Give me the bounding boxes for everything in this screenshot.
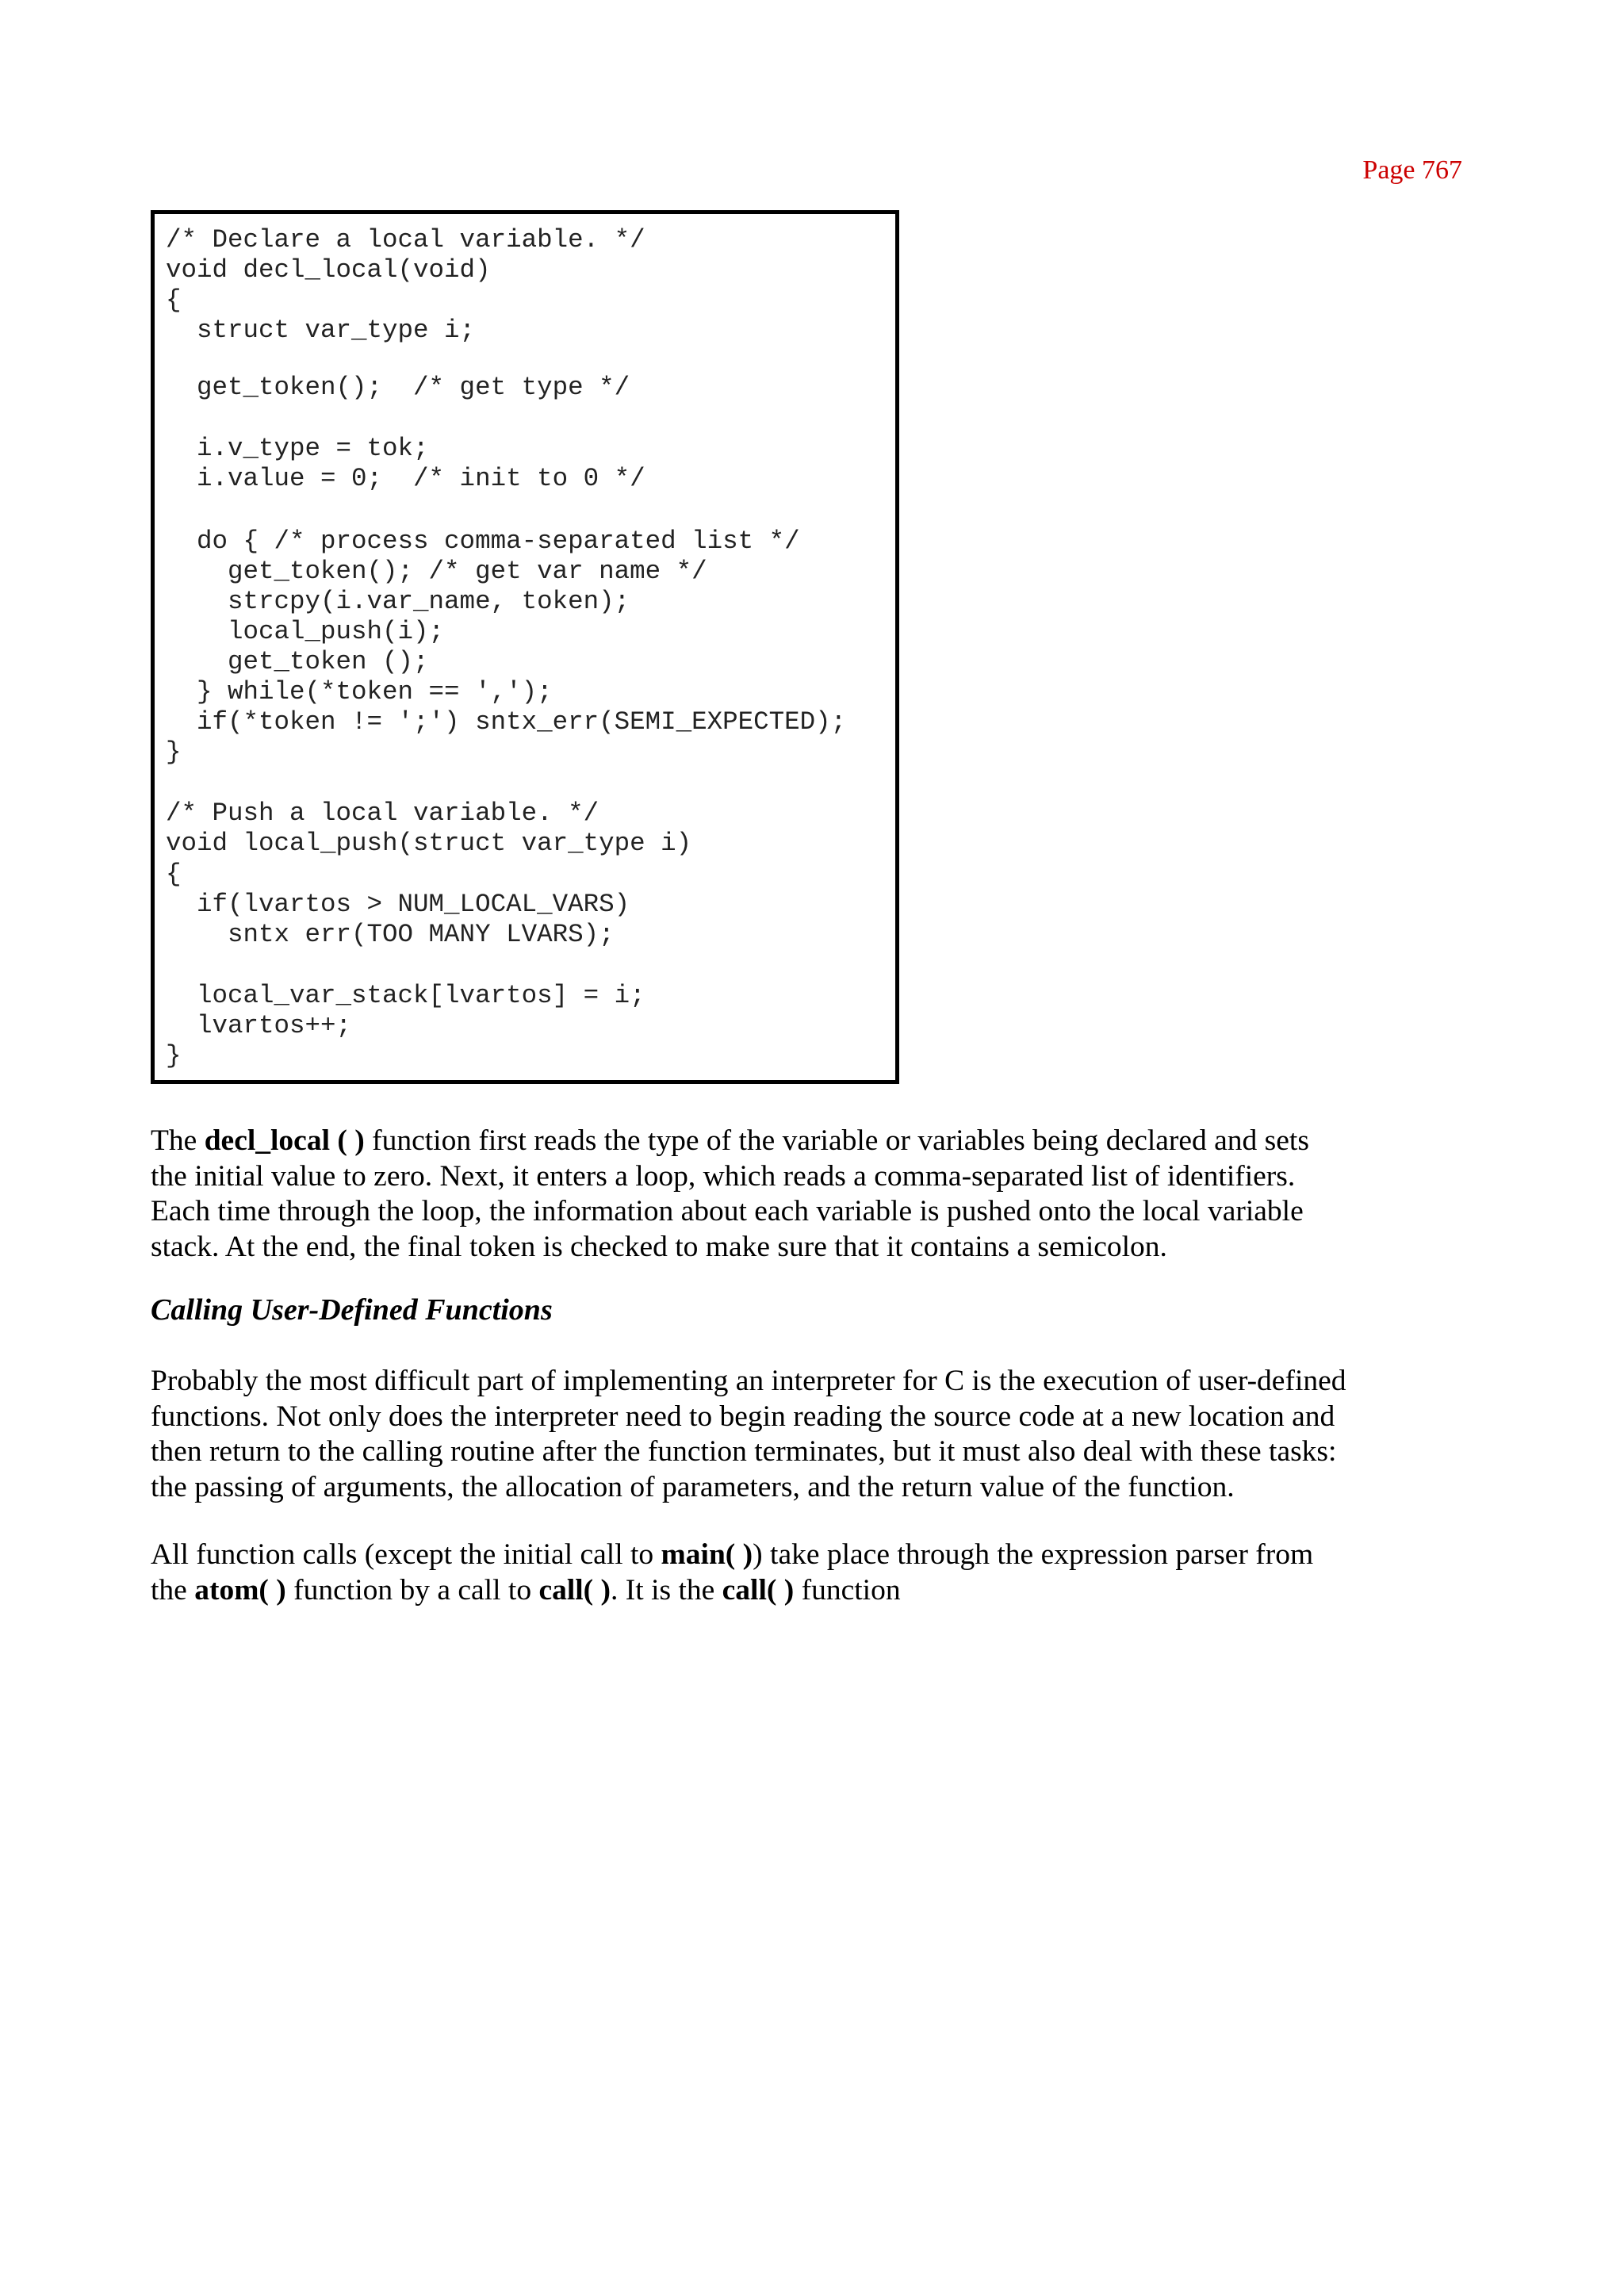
function-name-main: main( ) xyxy=(661,1538,753,1571)
code-line: i.value = 0; /* init to 0 */ xyxy=(166,464,645,493)
page-number: Page 767 xyxy=(1362,155,1462,185)
paragraph-user-functions xyxy=(151,1364,1483,1505)
paragraph-line: Probably the most difficult part of implementing an interpreter for C is the execution of user-defined xyxy=(151,1365,1346,1397)
code-line: i.v_type = tok; xyxy=(166,434,429,463)
text-run: function by a call to xyxy=(285,1573,539,1607)
code-line: } xyxy=(166,1041,182,1070)
code-line: get_token(); /* get var name */ xyxy=(166,557,707,586)
text-run: The xyxy=(151,1124,205,1157)
paragraph-function-calls xyxy=(151,1538,1483,1608)
paragraph-line: stack. At the end, the final token is checked to make sure that it contains a semicolon. xyxy=(151,1230,1167,1263)
code-line: do { /* process comma-separated list */ xyxy=(166,527,800,556)
code-line: if(lvartos > NUM_LOCAL_VARS) xyxy=(166,890,630,919)
function-name-call: call( ) xyxy=(722,1573,795,1607)
code-line: { xyxy=(166,860,182,889)
code-line: get_token(); /* get type */ xyxy=(166,373,630,402)
text-run: ) take place through the expression parser from xyxy=(753,1538,1314,1571)
paragraph-line xyxy=(151,1573,1483,1609)
code-line: sntx err(TOO MANY LVARS); xyxy=(166,920,615,949)
code-line: } xyxy=(166,737,182,767)
code-line: void decl_local(void) xyxy=(166,255,491,285)
code-line: /* Push a local variable. */ xyxy=(166,798,599,828)
code-line: /* Declare a local variable. */ xyxy=(166,225,645,255)
function-name-atom: atom( ) xyxy=(194,1573,286,1607)
code-line: strcpy(i.var_name, token); xyxy=(166,587,630,616)
paragraph-line xyxy=(151,1124,1483,1159)
paragraph-decl-local xyxy=(151,1124,1483,1265)
paragraph-line xyxy=(151,1538,1483,1573)
text-run: function xyxy=(794,1573,901,1607)
paragraph-line: the passing of arguments, the allocation of parameters, and the return value of the function. xyxy=(151,1470,1235,1503)
text-run: function first reads the type of the variable or variables being declared and sets xyxy=(364,1124,1309,1157)
code-line: } while(*token == ','); xyxy=(166,677,553,707)
code-line: if(*token != ';') sntx_err(SEMI_EXPECTED); xyxy=(166,707,847,737)
code-line: lvartos++; xyxy=(166,1011,352,1040)
section-heading: Calling User-Defined Functions xyxy=(151,1293,553,1327)
paragraph-line: the initial value to zero. Next, it enters a loop, which reads a comma-separated list of identifiers. xyxy=(151,1159,1296,1193)
text-run: . It is the xyxy=(611,1573,722,1607)
paragraph-line: then return to the calling routine after the function terminates, but it must also deal with these tasks: xyxy=(151,1435,1337,1468)
code-line: local_push(i); xyxy=(166,617,445,646)
paragraph-line: functions. Not only does the interpreter need to begin reading the source code at a new location and xyxy=(151,1400,1335,1433)
function-name-decl-local: decl_local ( ) xyxy=(204,1124,365,1157)
code-line: local_var_stack[lvartos] = i; xyxy=(166,981,645,1010)
code-listing xyxy=(151,210,899,1084)
text-run: the xyxy=(151,1573,195,1607)
text-run: All function calls (except the initial call to xyxy=(151,1538,661,1571)
function-name-call: call( ) xyxy=(538,1573,611,1607)
code-line: void local_push(struct var_type i) xyxy=(166,829,692,858)
code-line: { xyxy=(166,285,182,315)
code-line: struct var_type i; xyxy=(166,316,476,345)
paragraph-line: Each time through the loop, the information about each variable is pushed onto the local variable xyxy=(151,1195,1304,1227)
code-line: get_token (); xyxy=(166,647,429,676)
